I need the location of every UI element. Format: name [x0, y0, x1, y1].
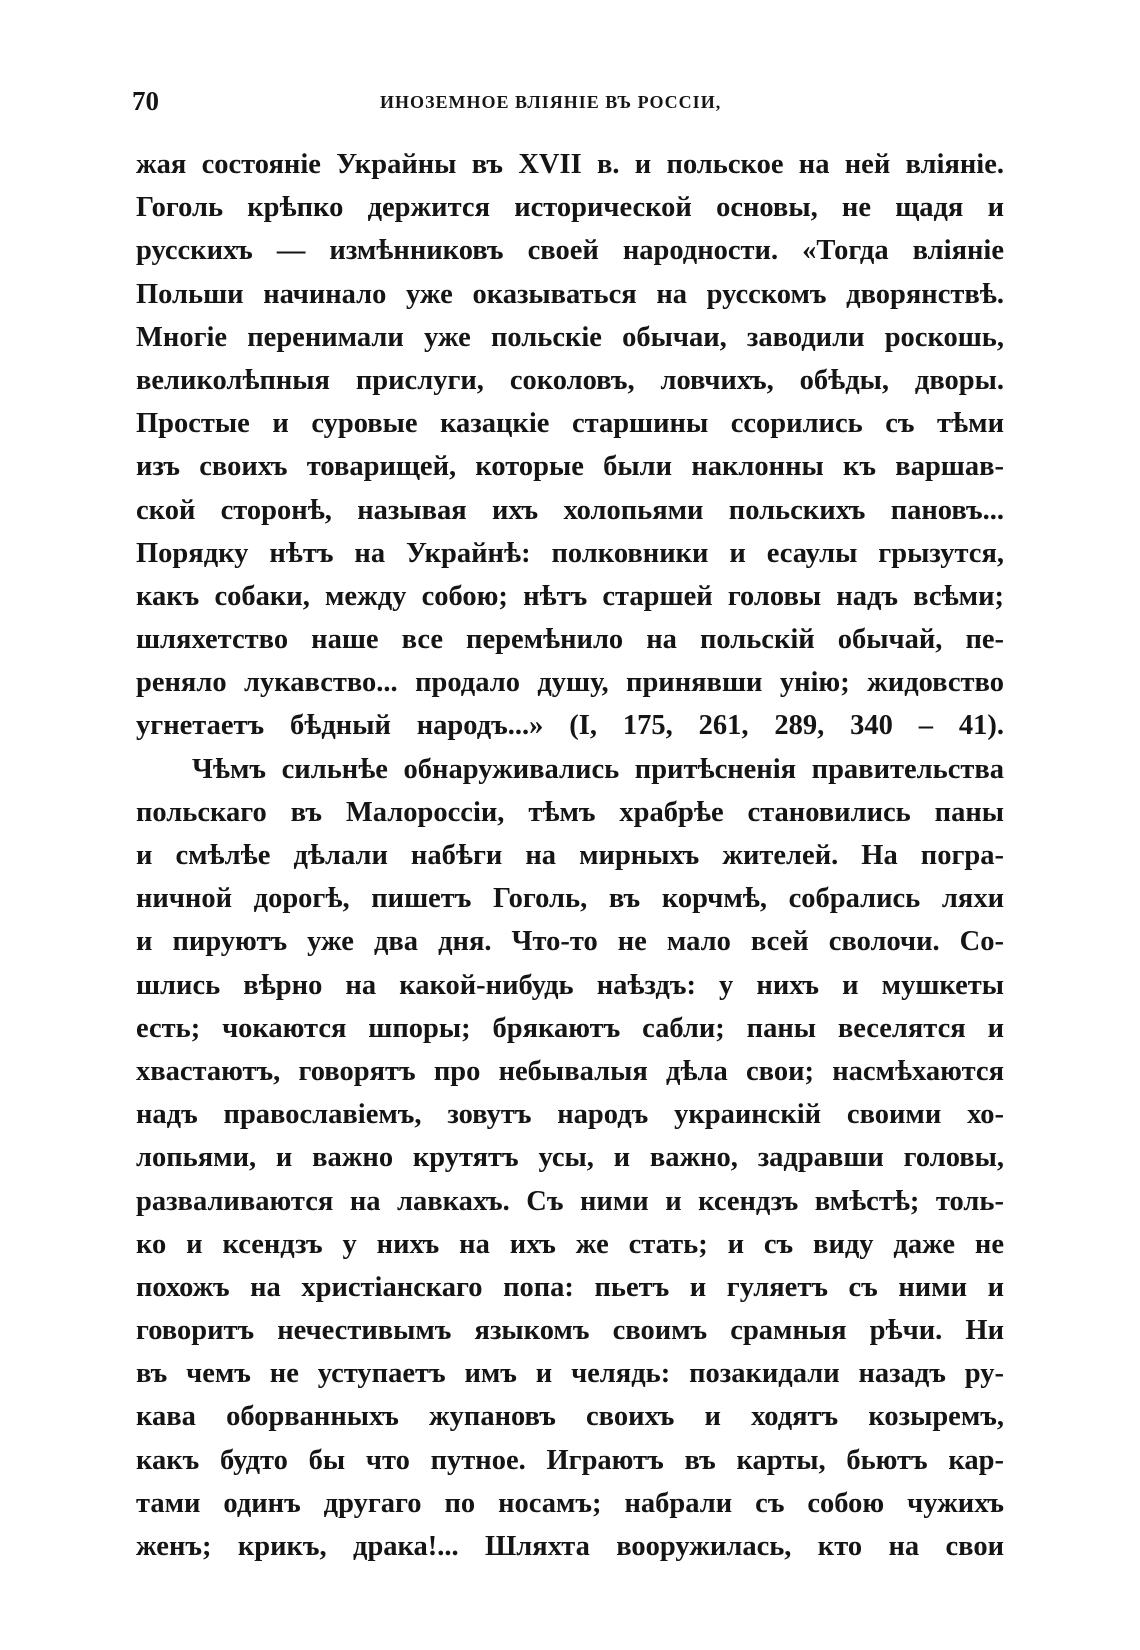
- text-line: говоритъ нечестивымъ языкомъ своимъ срамныя рѣчи. Ни: [136, 1315, 1004, 1347]
- text-line: Гоголь крѣпко держится исторической основы, не щадя и: [136, 192, 1004, 224]
- text-line: шляхетство наше все перемѣнило на польскій обычай, пе-: [136, 624, 1004, 656]
- text-line: какъ будто бы что путное. Играютъ въ карты, бьютъ кар-: [136, 1444, 1004, 1476]
- body-text: [136, 143, 1004, 1568]
- text-line: ко и ксендзъ у нихъ на ихъ же стать; и съ виду даже не: [136, 1228, 1004, 1260]
- text-line: и пируютъ уже два дня. Что-то не мало всей сволочи. Со-: [136, 926, 1004, 958]
- text-line: разваливаются на лавкахъ. Съ ними и ксендзъ вмѣстѣ; толь-: [136, 1185, 1004, 1217]
- text-line: Польши начинало уже оказываться на русскомъ дворянствѣ.: [136, 278, 1004, 310]
- text-line: русскихъ — измѣнниковъ своей народности. «Тогда вліяніе: [136, 235, 1004, 267]
- text-line: есть; чокаются шпоры; брякаютъ сабли; паны веселятся и: [136, 1012, 1004, 1044]
- text-line: кава оборванныхъ жупановъ своихъ и ходятъ козыремъ,: [136, 1401, 1004, 1433]
- text-line: лопьями, и важно крутятъ усы, и важно, задравши головы,: [136, 1142, 1004, 1174]
- text-line: Простые и суровые казацкіе старшины ссорились съ тѣми: [136, 408, 1004, 440]
- page-number: 70: [132, 86, 159, 116]
- text-line: великолѣпныя прислуги, соколовъ, ловчихъ, обѣды, дворы.: [136, 364, 1004, 396]
- text-line: изъ своихъ товарищей, которые были наклонны къ варшав-: [136, 451, 1004, 483]
- text-line: польскаго въ Малороссіи, тѣмъ храбрѣе становились паны: [136, 796, 1004, 828]
- text-line: какъ собаки, между собою; нѣтъ старшей головы надъ всѣми;: [136, 580, 1004, 612]
- text-line: и смѣлѣе дѣлали набѣги на мирныхъ жителей. На погра-: [136, 840, 1004, 871]
- text-line: угнетаетъ бѣдный народъ...» (I, 175, 261, 289, 340 – 41).: [136, 710, 1004, 742]
- text-line: ничной дорогѣ, пишетъ Гоголь, въ корчмѣ, собрались ляхи: [136, 883, 1004, 915]
- text-line: въ чемъ не уступаетъ имъ и челядь: позакидали назадъ ру-: [136, 1358, 1004, 1390]
- text-line: тами одинъ другаго по носамъ; набрали съ собою чужихъ: [136, 1487, 1004, 1519]
- text-line: жая состояніе Украйны въ XVII в. и польское на ней вліяніе.: [136, 149, 1004, 180]
- text-line: Порядку нѣтъ на Украйнѣ: полковники и есаулы грызутся,: [136, 537, 1004, 569]
- text-line: похожъ на христіанскаго попа: пьетъ и гуляетъ съ ними и: [136, 1271, 1004, 1303]
- text-line: ской сторонѣ, называя ихъ холопьями польскихъ пановъ...: [136, 494, 1004, 526]
- text-line: реняло лукавство... продало душу, принявши унію; жидовство: [136, 667, 1004, 699]
- page-header: [132, 86, 1007, 126]
- text-line: Чѣмъ сильнѣе обнаруживались притѣсненія правительства: [192, 753, 1004, 785]
- text-line: женъ; крикъ, драка!... Шляхта вооружилась, кто на свои: [136, 1531, 1004, 1562]
- text-line: хвастаютъ, говорятъ про небывалыя дѣла свои; насмѣхаются: [136, 1055, 1004, 1087]
- text-line: Многіе перенимали уже польскіе обычаи, заводили роскошь,: [136, 321, 1004, 353]
- running-title: ИНОЗЕМНОЕ ВЛІЯНІЕ ВЪ РОССІИ,: [380, 92, 722, 112]
- text-line: шлись вѣрно на какой-нибудь наѣздъ: у нихъ и мушкеты: [136, 969, 1004, 1001]
- text-line: надъ православіемъ, зовутъ народъ украинскій своими хо-: [136, 1099, 1004, 1131]
